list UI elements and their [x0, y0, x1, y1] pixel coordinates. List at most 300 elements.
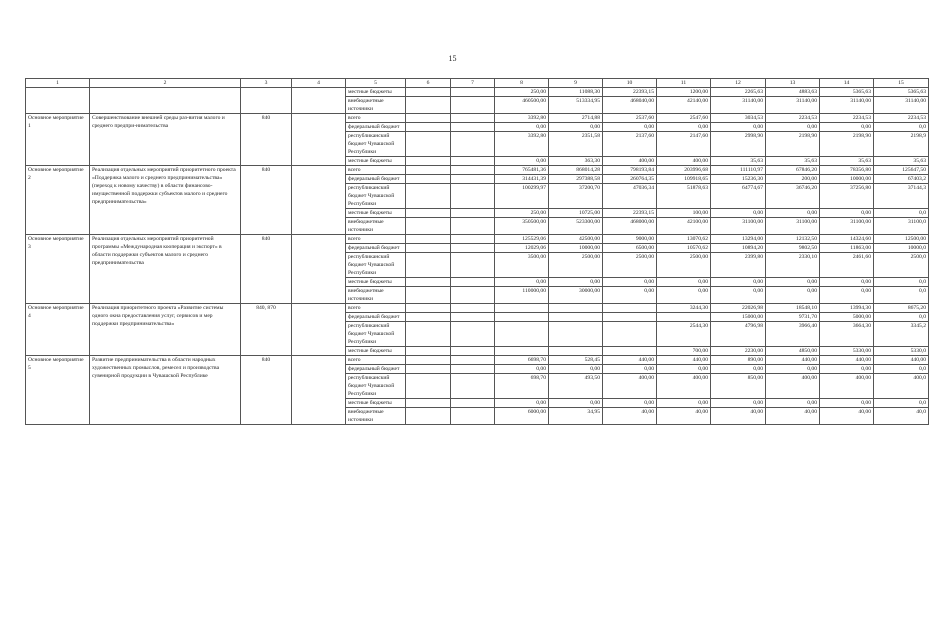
- value-cell: 0,00: [657, 399, 711, 408]
- value-cell: 2198,9: [874, 132, 929, 157]
- column-number-header: 3: [241, 79, 292, 88]
- value-cell: 350500,00: [495, 218, 549, 235]
- funding-source-cell: республиканский бюджет Чувашской Республики: [346, 253, 406, 278]
- empty-cell: [406, 287, 451, 304]
- funding-source-cell: федеральный бюджет: [346, 313, 406, 322]
- value-cell: 2500,00: [549, 253, 603, 278]
- value-cell: 31140,00: [874, 97, 929, 114]
- empty-cell: [451, 322, 495, 347]
- value-cell: 200,00: [766, 175, 820, 184]
- value-cell: 0,00: [820, 287, 874, 304]
- table-row: [26, 88, 929, 97]
- funding-source-cell: республиканский бюджет Чувашской Республики: [346, 132, 406, 157]
- empty-cell: [292, 235, 346, 304]
- value-cell: [603, 322, 657, 347]
- empty-cell: [292, 88, 346, 114]
- value-cell: 5365,63: [874, 88, 929, 97]
- value-cell: 8675,20: [874, 304, 929, 313]
- value-cell: 400,0: [874, 374, 929, 399]
- empty-cell: [451, 88, 495, 97]
- value-cell: 11088,30: [549, 88, 603, 97]
- value-cell: 3664,30: [820, 322, 874, 347]
- value-cell: 22393,15: [603, 88, 657, 97]
- empty-cell: [406, 166, 451, 175]
- value-cell: 3500,00: [495, 253, 549, 278]
- funding-source-cell: всего: [346, 235, 406, 244]
- value-cell: 2500,00: [657, 253, 711, 278]
- funding-source-cell: федеральный бюджет: [346, 365, 406, 374]
- value-cell: 890,00: [711, 356, 766, 365]
- value-cell: 2537,60: [603, 114, 657, 123]
- value-cell: 3244,30: [657, 304, 711, 313]
- value-cell: 0,00: [711, 278, 766, 287]
- value-cell: 0,00: [820, 399, 874, 408]
- value-cell: 11863,00: [820, 244, 874, 253]
- value-cell: [549, 313, 603, 322]
- empty-cell: [406, 184, 451, 209]
- value-cell: 2230,00: [711, 347, 766, 356]
- empty-cell: [451, 287, 495, 304]
- value-cell: 2714,88: [549, 114, 603, 123]
- table-row: [26, 166, 929, 175]
- value-cell: 110000,00: [495, 287, 549, 304]
- funding-source-cell: республиканский бюджет Чувашской Республики: [346, 322, 406, 347]
- value-cell: 0,00: [549, 365, 603, 374]
- code-cell: [241, 88, 292, 114]
- value-cell: 850,00: [711, 374, 766, 399]
- value-cell: 468040,00: [603, 97, 657, 114]
- value-cell: 40,00: [603, 408, 657, 425]
- funding-source-cell: федеральный бюджет: [346, 244, 406, 253]
- value-cell: 868014,28: [549, 166, 603, 175]
- value-cell: 64774,67: [711, 184, 766, 209]
- value-cell: 2198,90: [766, 132, 820, 157]
- empty-cell: [406, 235, 451, 244]
- value-cell: 31140,00: [820, 97, 874, 114]
- value-cell: 0,00: [820, 209, 874, 218]
- event-label: Основное мероприятие 4: [26, 304, 90, 356]
- value-cell: [603, 347, 657, 356]
- value-cell: 10725,00: [549, 209, 603, 218]
- event-label: Основное мероприятие 1: [26, 114, 90, 166]
- empty-cell: [451, 244, 495, 253]
- value-cell: 47036,34: [603, 184, 657, 209]
- value-cell: 250,00: [495, 209, 549, 218]
- value-cell: 14324,60: [820, 235, 874, 244]
- value-cell: 468000,00: [603, 218, 657, 235]
- value-cell: 0,0: [874, 287, 929, 304]
- empty-cell: [292, 114, 346, 166]
- value-cell: 493,50: [549, 374, 603, 399]
- empty-cell: [406, 313, 451, 322]
- event-title: Реализация приоритетного проекта «Развитие системы одного окна предоставления услуг, сервисов и мер поддержки предпринимательства»: [90, 304, 241, 356]
- empty-cell: [451, 114, 495, 123]
- value-cell: 0,00: [766, 209, 820, 218]
- value-cell: 35,63: [820, 157, 874, 166]
- value-cell: 35,63: [711, 157, 766, 166]
- event-title: Развитие предпринимательства в области народных художественных промыслов, ремесел и производства сувенирной продукции в Чувашской Республике: [90, 356, 241, 425]
- value-cell: 2547,60: [657, 114, 711, 123]
- value-cell: 400,00: [766, 374, 820, 399]
- empty-cell: [406, 218, 451, 235]
- column-number-header: 9: [549, 79, 603, 88]
- event-code: 840: [241, 356, 292, 425]
- value-cell: 6500,00: [603, 244, 657, 253]
- value-cell: 400,00: [603, 157, 657, 166]
- value-cell: 31140,00: [711, 97, 766, 114]
- value-cell: 0,00: [603, 287, 657, 304]
- value-cell: 35,63: [874, 157, 929, 166]
- event-title: Реализация отдельных мероприятий приоритетного проекта «Поддержка малого и среднего предпринимательства» (переход к новому качеству) в области финансово-имущественной поддержки субъектов малого и среднего предпринимательства»: [90, 166, 241, 235]
- empty-cell: [406, 175, 451, 184]
- value-cell: 2330,10: [766, 253, 820, 278]
- value-cell: 440,00: [874, 356, 929, 365]
- funding-source-cell: местные бюджеты: [346, 209, 406, 218]
- funding-source-cell: всего: [346, 304, 406, 313]
- value-cell: 31100,00: [766, 218, 820, 235]
- empty-cell: [451, 132, 495, 157]
- value-cell: 0,00: [657, 278, 711, 287]
- value-cell: 0,00: [711, 287, 766, 304]
- value-cell: 0,00: [711, 123, 766, 132]
- value-cell: 203996,68: [657, 166, 711, 175]
- value-cell: 2198,90: [820, 132, 874, 157]
- value-cell: 400,00: [657, 374, 711, 399]
- table-row: [26, 304, 929, 313]
- value-cell: [495, 313, 549, 322]
- value-cell: 9802,50: [766, 244, 820, 253]
- value-cell: 12132,50: [766, 235, 820, 244]
- funding-source-cell: внебюджетные источники: [346, 287, 406, 304]
- empty-cell: [406, 253, 451, 278]
- value-cell: 460500,00: [495, 97, 549, 114]
- value-cell: 0,00: [657, 365, 711, 374]
- value-cell: 0,00: [820, 365, 874, 374]
- funding-source-cell: внебюджетные источники: [346, 408, 406, 425]
- value-cell: 13994,30: [820, 304, 874, 313]
- empty-cell: [292, 304, 346, 356]
- value-cell: 1200,00: [657, 88, 711, 97]
- value-cell: 0,00: [766, 287, 820, 304]
- value-cell: [657, 313, 711, 322]
- column-number-header: 5: [346, 79, 406, 88]
- value-cell: [495, 304, 549, 313]
- value-cell: 2399,80: [711, 253, 766, 278]
- column-number-header: 14: [820, 79, 874, 88]
- value-cell: 700,00: [657, 347, 711, 356]
- value-cell: 67403,2: [874, 175, 929, 184]
- empty-cell: [406, 374, 451, 399]
- value-cell: 42140,00: [657, 97, 711, 114]
- value-cell: [549, 304, 603, 313]
- empty-cell: [406, 399, 451, 408]
- value-cell: 3392,80: [495, 114, 549, 123]
- value-cell: 10000,00: [820, 175, 874, 184]
- event-title: Совершенствование внешней среды раз-вития малого и среднего предпри-нимательства: [90, 114, 241, 166]
- empty-cell: [451, 304, 495, 313]
- value-cell: 0,00: [603, 399, 657, 408]
- title-cell: [90, 88, 241, 114]
- value-cell: 0,0: [874, 209, 929, 218]
- table-row: [26, 235, 929, 244]
- empty-cell: [406, 304, 451, 313]
- value-cell: 0,00: [603, 123, 657, 132]
- funding-source-cell: местные бюджеты: [346, 88, 406, 97]
- value-cell: 2500,00: [603, 253, 657, 278]
- value-cell: 30000,00: [549, 287, 603, 304]
- empty-cell: [451, 184, 495, 209]
- value-cell: 0,00: [766, 278, 820, 287]
- funding-source-cell: всего: [346, 356, 406, 365]
- value-cell: 4850,00: [766, 347, 820, 356]
- column-number-header: 11: [657, 79, 711, 88]
- value-cell: 314431,39: [495, 175, 549, 184]
- value-cell: 78356,80: [820, 166, 874, 175]
- empty-cell: [292, 166, 346, 235]
- value-cell: 0,00: [495, 278, 549, 287]
- value-cell: 798193,84: [603, 166, 657, 175]
- value-cell: 12029,06: [495, 244, 549, 253]
- value-cell: 2500,0: [874, 253, 929, 278]
- value-cell: 0,00: [603, 278, 657, 287]
- empty-cell: [406, 97, 451, 114]
- value-cell: 10000,0: [874, 244, 929, 253]
- value-cell: 2234,53: [874, 114, 929, 123]
- value-cell: 0,00: [549, 399, 603, 408]
- event-code: 840: [241, 114, 292, 166]
- value-cell: [549, 322, 603, 347]
- value-cell: 13070,62: [657, 235, 711, 244]
- page-number: 15: [448, 54, 457, 63]
- column-number-row: [26, 79, 929, 88]
- value-cell: 42500,00: [549, 235, 603, 244]
- value-cell: 15236,30: [711, 175, 766, 184]
- value-cell: [549, 347, 603, 356]
- value-cell: 440,00: [603, 356, 657, 365]
- event-title: Реализация отдельных мероприятий приоритетной программы «Международная кооперация и экспорт» в области поддержки субъектов малого и среднего предпринимательства: [90, 235, 241, 304]
- value-cell: 3392,80: [495, 132, 549, 157]
- value-cell: 34,95: [549, 408, 603, 425]
- funding-source-cell: местные бюджеты: [346, 278, 406, 287]
- empty-cell: [406, 365, 451, 374]
- value-cell: [495, 322, 549, 347]
- value-cell: 13294,00: [711, 235, 766, 244]
- value-cell: 0,00: [549, 123, 603, 132]
- value-cell: 10000,00: [549, 244, 603, 253]
- value-cell: 0,00: [766, 365, 820, 374]
- empty-cell: [406, 88, 451, 97]
- empty-cell: [406, 322, 451, 347]
- funding-source-cell: внебюджетные источники: [346, 97, 406, 114]
- value-cell: 40,00: [657, 408, 711, 425]
- value-cell: 15000,00: [711, 313, 766, 322]
- funding-source-cell: федеральный бюджет: [346, 123, 406, 132]
- event-code: 840, 870: [241, 304, 292, 356]
- value-cell: 0,0: [874, 278, 929, 287]
- value-cell: 125529,06: [495, 235, 549, 244]
- value-cell: 37144,3: [874, 184, 929, 209]
- value-cell: 22026,98: [711, 304, 766, 313]
- value-cell: [603, 313, 657, 322]
- value-cell: 35,63: [766, 157, 820, 166]
- value-cell: 9731,70: [766, 313, 820, 322]
- value-cell: 18548,10: [766, 304, 820, 313]
- empty-cell: [451, 313, 495, 322]
- value-cell: 2147,60: [657, 132, 711, 157]
- empty-cell: [406, 209, 451, 218]
- value-cell: 0,00: [820, 123, 874, 132]
- table-row: [26, 356, 929, 365]
- value-cell: 523300,00: [549, 218, 603, 235]
- empty-cell: [451, 218, 495, 235]
- empty-cell: [406, 244, 451, 253]
- value-cell: 2544,30: [657, 322, 711, 347]
- empty-cell: [451, 278, 495, 287]
- value-cell: 37256,80: [820, 184, 874, 209]
- empty-cell: [451, 157, 495, 166]
- value-cell: 42100,00: [657, 218, 711, 235]
- column-number-header: 1: [26, 79, 90, 88]
- value-cell: 109918,65: [657, 175, 711, 184]
- empty-cell: [451, 347, 495, 356]
- empty-cell: [451, 374, 495, 399]
- event-label: Основное мероприятие 3: [26, 235, 90, 304]
- value-cell: 36746,20: [766, 184, 820, 209]
- value-cell: 0,00: [495, 123, 549, 132]
- empty-cell: [451, 97, 495, 114]
- value-cell: 0,00: [657, 287, 711, 304]
- funding-source-cell: республиканский бюджет Чувашской Республики: [346, 374, 406, 399]
- column-number-header: 6: [406, 79, 451, 88]
- column-number-header: 7: [451, 79, 495, 88]
- value-cell: 0,00: [495, 365, 549, 374]
- empty-cell: [451, 175, 495, 184]
- value-cell: 0,00: [495, 399, 549, 408]
- value-cell: 250,00: [495, 88, 549, 97]
- value-cell: 4883,63: [766, 88, 820, 97]
- value-cell: 0,00: [820, 278, 874, 287]
- value-cell: 5330,00: [820, 347, 874, 356]
- empty-cell: [292, 356, 346, 425]
- value-cell: 3345,2: [874, 322, 929, 347]
- value-cell: 2998,90: [711, 132, 766, 157]
- column-number-header: 13: [766, 79, 820, 88]
- value-cell: 100299,97: [495, 184, 549, 209]
- value-cell: 2137,60: [603, 132, 657, 157]
- empty-cell: [451, 253, 495, 278]
- column-number-header: 15: [874, 79, 929, 88]
- value-cell: 5330,0: [874, 347, 929, 356]
- empty-cell: [451, 123, 495, 132]
- value-cell: 513334,95: [549, 97, 603, 114]
- value-cell: 12500,00: [874, 235, 929, 244]
- value-cell: 440,00: [657, 356, 711, 365]
- value-cell: 5365,63: [820, 88, 874, 97]
- table-row: [26, 114, 929, 123]
- value-cell: 3034,53: [711, 114, 766, 123]
- empty-cell: [406, 347, 451, 356]
- value-cell: 3966,40: [766, 322, 820, 347]
- value-cell: 67846,20: [766, 166, 820, 175]
- value-cell: 260764,35: [603, 175, 657, 184]
- value-cell: 2351,58: [549, 132, 603, 157]
- value-cell: 440,00: [820, 356, 874, 365]
- empty-cell: [451, 399, 495, 408]
- funding-source-cell: федеральный бюджет: [346, 175, 406, 184]
- empty-cell: [451, 235, 495, 244]
- value-cell: 6000,00: [495, 408, 549, 425]
- funding-source-cell: местные бюджеты: [346, 347, 406, 356]
- value-cell: 0,00: [603, 365, 657, 374]
- value-cell: 440,00: [766, 356, 820, 365]
- value-cell: 297388,58: [549, 175, 603, 184]
- value-cell: 0,0: [874, 399, 929, 408]
- value-cell: 5000,00: [820, 313, 874, 322]
- value-cell: 0,00: [766, 399, 820, 408]
- empty-cell: [406, 123, 451, 132]
- value-cell: 0,00: [657, 123, 711, 132]
- value-cell: 400,00: [820, 374, 874, 399]
- value-cell: 111110,97: [711, 166, 766, 175]
- value-cell: 2234,53: [820, 114, 874, 123]
- value-cell: 6698,70: [495, 356, 549, 365]
- empty-cell: [406, 278, 451, 287]
- value-cell: 40,0: [874, 408, 929, 425]
- value-cell: 31140,00: [766, 97, 820, 114]
- column-number-header: 8: [495, 79, 549, 88]
- value-cell: 22393,15: [603, 209, 657, 218]
- empty-cell: [451, 365, 495, 374]
- value-cell: 31100,00: [711, 218, 766, 235]
- value-cell: [603, 304, 657, 313]
- empty-cell: [406, 408, 451, 425]
- label-cell: [26, 88, 90, 114]
- value-cell: 125647,50: [874, 166, 929, 175]
- value-cell: 2265,63: [711, 88, 766, 97]
- value-cell: 528,45: [549, 356, 603, 365]
- value-cell: 765481,36: [495, 166, 549, 175]
- value-cell: 10570,62: [657, 244, 711, 253]
- event-code: 840: [241, 235, 292, 304]
- value-cell: 698,70: [495, 374, 549, 399]
- value-cell: 0,00: [711, 209, 766, 218]
- empty-cell: [451, 166, 495, 175]
- value-cell: 40,00: [820, 408, 874, 425]
- value-cell: 0,0: [874, 313, 929, 322]
- funding-source-cell: республиканский бюджет Чувашской Республики: [346, 184, 406, 209]
- empty-cell: [451, 356, 495, 365]
- value-cell: 0,00: [495, 157, 549, 166]
- funding-source-cell: внебюджетные источники: [346, 218, 406, 235]
- event-label: Основное мероприятие 5: [26, 356, 90, 425]
- value-cell: 0,00: [766, 123, 820, 132]
- value-cell: 37200,70: [549, 184, 603, 209]
- funding-source-cell: всего: [346, 114, 406, 123]
- value-cell: 51878,63: [657, 184, 711, 209]
- value-cell: 9000,00: [603, 235, 657, 244]
- column-number-header: 12: [711, 79, 766, 88]
- value-cell: 2461,60: [820, 253, 874, 278]
- value-cell: [495, 347, 549, 356]
- value-cell: 31100,0: [874, 218, 929, 235]
- event-code: 840: [241, 166, 292, 235]
- value-cell: 100,00: [657, 209, 711, 218]
- empty-cell: [406, 356, 451, 365]
- funding-source-cell: всего: [346, 166, 406, 175]
- value-cell: 0,00: [549, 278, 603, 287]
- empty-cell: [406, 157, 451, 166]
- value-cell: 40,00: [711, 408, 766, 425]
